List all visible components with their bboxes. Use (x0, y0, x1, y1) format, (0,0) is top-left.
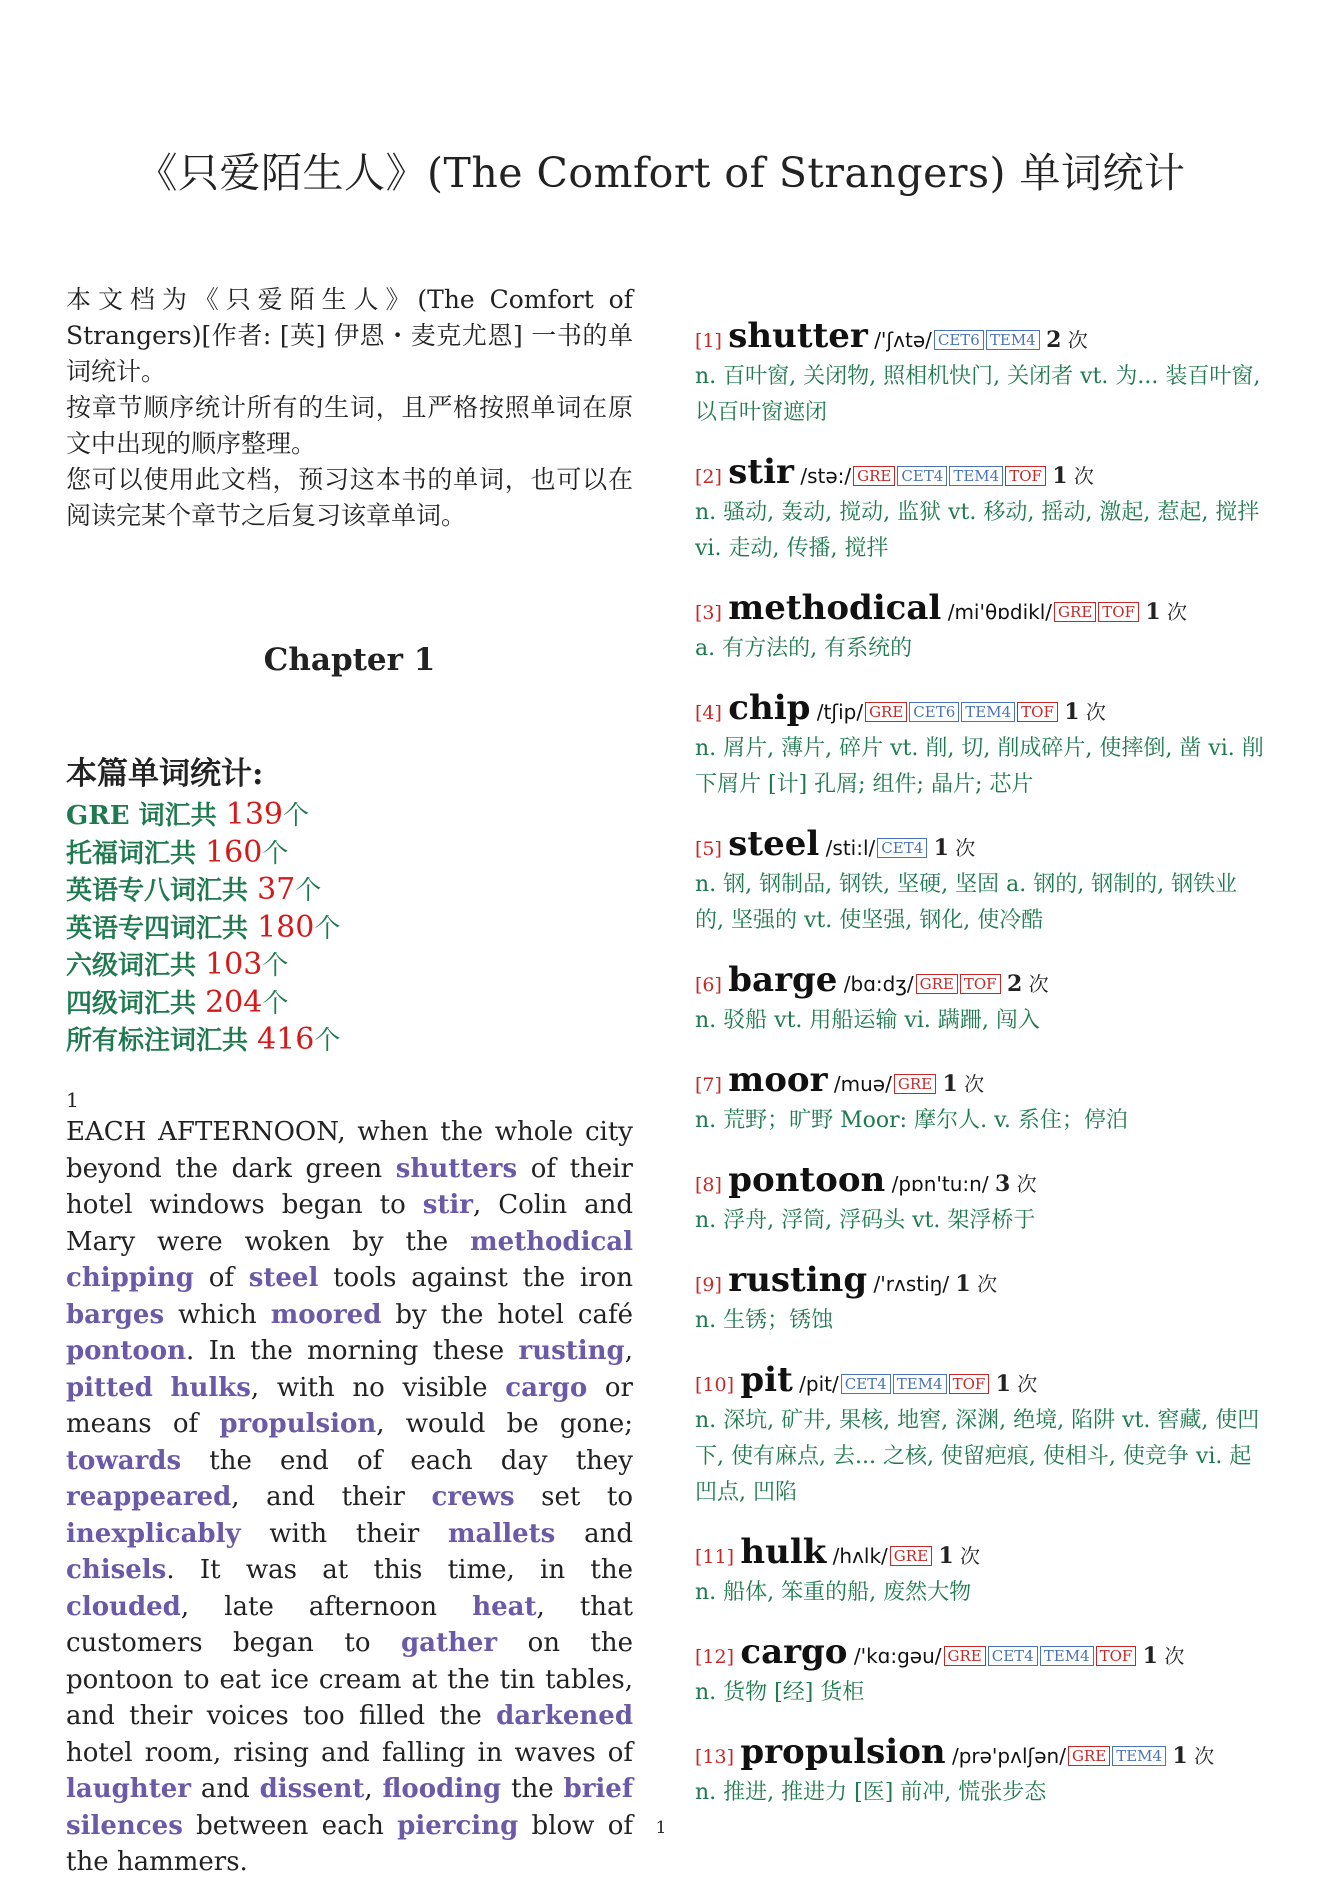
entry-word: hulk (740, 1532, 827, 1572)
vocab-entry (695, 1534, 1265, 1611)
stat-line (66, 872, 633, 910)
entry-index: [12] (695, 1646, 735, 1668)
vocab-entry (695, 1262, 1265, 1339)
highlighted-word: crews (431, 1482, 515, 1512)
entry-phonetic: /'rʌstiŋ/ (873, 1272, 950, 1296)
exam-tag-badge: CET4 (841, 1374, 891, 1394)
exam-tag-badge: CET4 (988, 1646, 1038, 1666)
entry-phonetic: /mi'θɒdikl/ (947, 600, 1053, 624)
highlighted-word: mallets (448, 1518, 556, 1549)
entry-count (995, 1172, 1037, 1196)
vocab-entry-header (695, 1734, 1265, 1775)
text-run: , with no visible (250, 1372, 506, 1403)
text-run: set to (514, 1482, 633, 1512)
text-run: , (624, 1336, 633, 1366)
entry-definition: n. 推进, 推进力 [医] 前冲, 慌张步态 (695, 1780, 1047, 1805)
text-run: , late afternoon (180, 1591, 473, 1622)
entry-definition: n. 货物 [经] 货柜 (695, 1680, 865, 1705)
vocab-entry-header (695, 1262, 1265, 1303)
highlighted-word: dissent (259, 1774, 365, 1804)
text-run: and (190, 1774, 260, 1804)
entry-index: [2] (695, 466, 722, 488)
entry-count-number: 1 (1172, 1743, 1188, 1769)
entry-index: [4] (695, 702, 722, 724)
vocab-entry-header (695, 826, 1265, 867)
exam-tag-badge: TEM4 (961, 702, 1015, 722)
entry-word: pit (740, 1360, 793, 1400)
highlighted-word: pitted (66, 1372, 153, 1403)
entry-count (955, 1272, 997, 1296)
entry-count-number: 3 (994, 1171, 1011, 1197)
entry-definition: n. 生锈；锈蚀 (695, 1308, 834, 1333)
highlighted-word: towards (66, 1445, 182, 1476)
entry-count-number: 2 (1006, 971, 1023, 997)
vocab-entry (695, 318, 1265, 431)
entry-phonetic: /stə:/ (800, 464, 852, 488)
highlighted-word: silences (66, 1810, 183, 1841)
stat-line (66, 910, 633, 948)
vocab-entry-header (695, 690, 1265, 731)
vocab-entry-header (695, 1062, 1265, 1103)
exam-tag-badge: GRE (944, 1646, 986, 1666)
highlighted-word: chisels (66, 1555, 167, 1585)
stat-unit: 个 (262, 838, 289, 869)
exam-tag-badge: TOF (1005, 466, 1046, 486)
text-run (153, 1373, 171, 1403)
entry-count-number: 1 (933, 835, 949, 861)
text-run: , (364, 1774, 383, 1804)
exam-tag-badge: TOF (1096, 1646, 1137, 1666)
entry-count-unit: 次 (1022, 972, 1049, 996)
entry-phonetic: /sti:l/ (825, 836, 876, 860)
entry-index: [3] (695, 602, 722, 624)
entry-phonetic: /pit/ (799, 1372, 839, 1396)
chapter-body-text (66, 1114, 633, 1881)
entry-definition: n. 驳船 vt. 用船运输 vi. 蹒跚, 闯入 (695, 1008, 1040, 1033)
entry-definition: n. 船体, 笨重的船, 废然大物 (695, 1580, 972, 1605)
highlighted-word: propulsion (219, 1409, 377, 1439)
vocab-entry-header (695, 1362, 1265, 1403)
exam-tag-badge: GRE (865, 702, 907, 722)
entry-index: [1] (695, 330, 722, 352)
entry-word: moor (728, 1060, 828, 1100)
stat-count: 103 (205, 947, 263, 982)
entry-count-unit: 次 (970, 1272, 998, 1296)
text-run: , and their (231, 1482, 432, 1512)
exam-tag-badge: TEM4 (949, 466, 1003, 486)
stat-unit: 个 (314, 913, 341, 944)
entry-count-unit: 次 (948, 836, 976, 860)
entry-phonetic: /bɑ:dʒ/ (843, 972, 914, 996)
stat-count: 37 (257, 872, 296, 907)
entry-definition: n. 骚动, 轰动, 搅动, 监狱 vt. 移动, 摇动, 激起, 惹起, 搅拌 vi. 走动, 传播, 搅拌 (695, 500, 1260, 561)
stat-line (66, 947, 633, 985)
entry-count (1046, 328, 1088, 352)
stat-count: 204 (205, 984, 263, 1020)
entry-index: [5] (695, 838, 722, 860)
stats-block (66, 748, 633, 1060)
text-run: between each (182, 1810, 398, 1841)
text-run: and (555, 1518, 633, 1549)
entry-count-unit: 次 (1160, 600, 1188, 624)
entry-index: [9] (695, 1274, 722, 1296)
page-number: 1 (655, 1818, 667, 1838)
highlighted-word: inexplicably (66, 1518, 241, 1549)
highlighted-word: steel (248, 1263, 319, 1293)
vocab-entry-header (695, 590, 1265, 631)
entry-word: stir (728, 452, 794, 492)
text-run: of their hotel windows began to (66, 1153, 633, 1220)
entry-definition: n. 荒野；旷野 Moor: 摩尔人. v. 系住；停泊 (695, 1108, 1128, 1133)
entry-word: steel (728, 824, 820, 864)
entry-word: shutter (728, 316, 868, 356)
entry-count-unit: 次 (957, 1072, 985, 1096)
vocab-entry-header (695, 1162, 1265, 1203)
entry-count-unit: 次 (1010, 1372, 1038, 1396)
vocab-entry (695, 690, 1265, 803)
text-run: the end of each day they (181, 1445, 633, 1476)
stat-unit: 个 (283, 801, 310, 831)
entry-phonetic: /prə'pʌlʃən/ (951, 1744, 1066, 1768)
highlighted-word: stir (422, 1190, 473, 1220)
exam-tag-badge: GRE (916, 974, 958, 994)
text-run: tools against the iron (318, 1263, 633, 1293)
entry-count-unit: 次 (1010, 1172, 1037, 1196)
entry-word: chip (728, 688, 811, 728)
highlighted-word: shutters (395, 1153, 518, 1184)
vocab-entry-header (695, 962, 1265, 1003)
entry-word: rusting (728, 1260, 868, 1300)
highlighted-word: gather (400, 1628, 498, 1658)
entry-index: [10] (695, 1374, 735, 1396)
exam-tag-badge: TEM4 (1040, 1646, 1094, 1666)
entry-count-unit: 次 (953, 1544, 981, 1568)
vocab-entry (695, 1162, 1265, 1239)
text-run: blow of the hammers. (66, 1810, 633, 1877)
entry-count-number: 1 (955, 1271, 971, 1297)
exam-tag-badge: TOF (1098, 602, 1139, 622)
stat-unit: 个 (314, 1026, 341, 1056)
entry-phonetic: /hʌlk/ (832, 1544, 888, 1568)
entry-phonetic: /'kɑ:gəu/ (853, 1644, 942, 1668)
text-run: on the pontoon to eat ice cream at the tin tables, and their voices too filled the (66, 1628, 633, 1731)
text-run: by the hotel café (381, 1299, 634, 1330)
entry-definition: n. 钢, 钢制品, 钢铁, 坚硬, 坚固 a. 钢的, 钢制的, 钢铁业的, 坚强的 vt. 使坚强, 钢化, 使冷酷 (695, 872, 1238, 933)
highlighted-word: cargo (505, 1372, 588, 1403)
highlighted-word: moored (270, 1299, 382, 1330)
stat-line (66, 985, 633, 1023)
vocab-entry-header (695, 1634, 1265, 1675)
exam-tag-badge: TOF (960, 974, 1001, 994)
exam-tag-badge: GRE (853, 466, 895, 486)
vocab-entry (695, 454, 1265, 567)
entry-count (1052, 464, 1094, 488)
stats-list (66, 797, 633, 1060)
entry-phonetic: /'ʃʌtə/ (874, 328, 932, 352)
highlighted-word: chipping (66, 1263, 194, 1293)
exam-tag-badge: CET4 (897, 466, 947, 486)
exam-tag-badge: TEM4 (893, 1374, 947, 1394)
entry-count-unit: 次 (1157, 1644, 1185, 1668)
stat-count: 160 (205, 834, 263, 870)
entry-count (1064, 700, 1106, 724)
text-run: EACH AFTERNOON, when the whole city beyond the dark green (66, 1117, 633, 1184)
vocab-entry (695, 1734, 1265, 1811)
exam-tag-badge: CET6 (909, 702, 959, 722)
exam-tag-badge: GRE (1054, 602, 1096, 622)
stat-line (66, 1022, 633, 1060)
text-run: , would be gone; (376, 1409, 634, 1439)
entry-definition: n. 浮舟, 浮筒, 浮码头 vt. 架浮桥于 (695, 1208, 1036, 1233)
entry-count-number: 1 (942, 1071, 958, 1097)
entry-word: propulsion (740, 1732, 946, 1772)
highlighted-word: brief (563, 1774, 634, 1804)
entry-index: [8] (695, 1174, 722, 1196)
highlighted-word: clouded (66, 1591, 181, 1622)
highlighted-word: flooding (382, 1774, 502, 1804)
entry-index: [11] (695, 1546, 735, 1568)
entry-word: cargo (740, 1632, 848, 1672)
intro-paragraph: 本文档为《只爱陌生人》(The Comfort of Strangers)[作者: [英] 伊恩・麦克尤恩] 一书的单词统计。 (66, 285, 633, 386)
entry-phonetic: /muə/ (833, 1072, 892, 1096)
stat-label: 英语专四词汇共 (66, 913, 258, 944)
stat-line (66, 835, 633, 873)
chapter-heading: Chapter 1 (263, 642, 436, 678)
entry-index: [13] (695, 1746, 735, 1768)
text-run: , Colin and Mary were woken by the (66, 1190, 633, 1257)
entry-phonetic: /pɒn'tu:n/ (891, 1172, 989, 1196)
stat-label: 六级词汇共 (66, 951, 206, 981)
entry-count-number: 1 (995, 1371, 1011, 1397)
highlighted-word: rusting (518, 1336, 625, 1366)
vocab-entry-header (695, 318, 1265, 359)
highlighted-word: heat (472, 1591, 537, 1622)
exam-tag-badge: GRE (894, 1074, 936, 1094)
text-run: which (164, 1299, 271, 1330)
entry-count (942, 1072, 984, 1096)
text-run: , that customers began to (66, 1591, 633, 1658)
highlighted-word: reappeared (66, 1482, 232, 1512)
vocab-entry (695, 1362, 1265, 1511)
highlighted-word: darkened (496, 1701, 633, 1731)
stat-label: 四级词汇共 (66, 988, 206, 1019)
entry-definition: n. 深坑, 矿井, 果核, 地窖, 深渊, 绝境, 陷阱 vt. 窖藏, 使凹下, 使有麻点, 去... 之核, 使留疤痕, 使相斗, 使竞争 vi. 起凹点, 凹陷 (695, 1408, 1260, 1505)
stat-label: 托福词汇共 (66, 838, 206, 869)
highlighted-word: methodical (470, 1226, 633, 1257)
highlighted-word: laughter (66, 1774, 191, 1804)
text-run: of (193, 1263, 249, 1293)
stat-unit: 个 (262, 951, 289, 981)
entry-count-number: 1 (1142, 1643, 1158, 1669)
vocab-entry (695, 826, 1265, 939)
vocab-entry (695, 962, 1265, 1039)
vocab-entry (695, 1062, 1265, 1139)
highlighted-word: piercing (397, 1810, 519, 1841)
entry-count-number: 1 (1145, 599, 1161, 625)
exam-tag-badge: GRE (890, 1546, 932, 1566)
text-run: hotel room, rising and falling in waves of (66, 1737, 633, 1768)
intro-block (66, 282, 633, 534)
vocab-entry (695, 1634, 1265, 1711)
vocabulary-list (695, 318, 1265, 1834)
entry-index: [6] (695, 974, 722, 996)
entry-count-unit: 次 (1061, 328, 1088, 352)
section-number: 1 (66, 1088, 79, 1112)
entry-count-number: 2 (1046, 327, 1062, 353)
stat-unit: 个 (262, 988, 289, 1019)
entry-word: pontoon (728, 1160, 886, 1200)
entry-count-unit: 次 (1067, 464, 1094, 488)
exam-tag-badge: TEM4 (1112, 1746, 1166, 1766)
vocab-entry-header (695, 1534, 1265, 1575)
intro-paragraph: 您可以使用此文档，预习这本书的单词，也可以在阅读完某个章节之后复习该章单词。 (66, 465, 633, 530)
document-title: 《只爱陌生人》(The Comfort of Strangers) 单词统计 (136, 149, 1186, 197)
text-run: . It was at this time, in the (166, 1555, 633, 1585)
intro-paragraph: 按章节顺序统计所有的生词，且严格按照单词在原文中出现的顺序整理。 (66, 393, 633, 458)
exam-tag-badge: TOF (1017, 702, 1058, 722)
stat-count: 416 (257, 1022, 315, 1057)
entry-count (934, 836, 976, 860)
exam-tag-badge: CET6 (934, 330, 984, 350)
entry-definition: a. 有方法的, 有系统的 (695, 636, 913, 661)
highlighted-word: pontoon (66, 1336, 187, 1366)
stats-title: 本篇单词统计: (66, 756, 264, 792)
stat-label: GRE 词汇共 (66, 801, 226, 831)
entry-phonetic: /tʃip/ (816, 700, 864, 724)
entry-count-unit: 次 (1187, 1744, 1215, 1768)
entry-count (1143, 1644, 1185, 1668)
text-run: . In the morning these (186, 1336, 519, 1366)
entry-word: barge (728, 960, 838, 1000)
entry-count (938, 1544, 980, 1568)
stat-label: 所有标注词汇共 (66, 1026, 258, 1056)
exam-tag-badge: CET4 (877, 838, 927, 858)
entry-count (1007, 972, 1049, 996)
exam-tag-badge: TEM4 (986, 330, 1040, 350)
entry-index: [7] (695, 1074, 722, 1096)
entry-count-number: 1 (1064, 699, 1080, 725)
stat-unit: 个 (295, 876, 322, 906)
highlighted-word: barges (66, 1299, 165, 1330)
stat-count: 180 (257, 909, 315, 945)
entry-count (1172, 1744, 1214, 1768)
stat-count: 139 (225, 797, 283, 832)
stat-label: 英语专八词汇共 (66, 876, 258, 906)
entry-count-number: 1 (1052, 463, 1068, 489)
highlighted-word: hulks (170, 1372, 251, 1403)
entry-count (996, 1372, 1038, 1396)
entry-definition: n. 屑片, 薄片, 碎片 vt. 削, 切, 削成碎片, 使摔倒, 凿 vi. 削下屑片 [计] 孔屑; 组件; 晶片; 芯片 (695, 736, 1264, 797)
entry-count-unit: 次 (1079, 700, 1106, 724)
text-run: the (501, 1774, 564, 1804)
entry-count (1145, 600, 1187, 624)
text-run: or means of (66, 1372, 633, 1439)
vocab-entry (695, 590, 1265, 667)
stat-line (66, 797, 633, 835)
entry-word: methodical (728, 588, 942, 628)
vocab-entry-header (695, 454, 1265, 495)
entry-count-number: 1 (938, 1543, 954, 1569)
text-run: with their (240, 1518, 449, 1549)
entry-definition: n. 百叶窗, 关闭物, 照相机快门, 关闭者 vt. 为... 装百叶窗, 以百叶窗遮闭 (695, 364, 1261, 425)
exam-tag-badge: GRE (1068, 1746, 1110, 1766)
exam-tag-badge: TOF (949, 1374, 990, 1394)
